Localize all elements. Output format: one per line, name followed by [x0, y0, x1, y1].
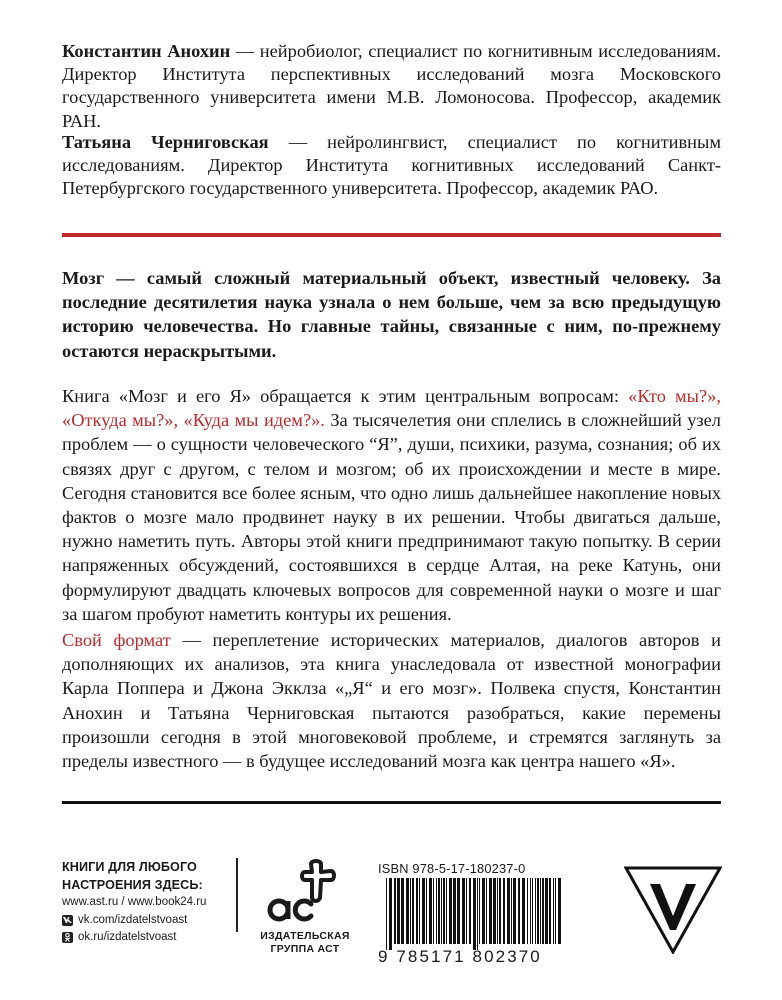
site-links[interactable]: www.ast.ru / www.book24.ru — [62, 896, 207, 908]
isbn-text: ISBN 978-5-17-180237-0 — [378, 861, 526, 876]
barcode-bar — [462, 878, 465, 944]
author-name: Константин Анохин — [62, 41, 231, 61]
vk-link-row[interactable] — [62, 912, 237, 930]
format-text: — переплетение исторических материалов, диалогов авторов и дополняющих их анализов, эта книга унаследовала от известной монографии Карла Поппера и Джона Экклза «„Я“ и его мозг». Полвека спустя, Константин Анохин и Татьяна Черниговская пытаются разобраться, какие перемены произошли сегодня в этой многовековой проблеме, и стремятся заглянуть за пределы известного — в будущее исследований мозга как центра нашего «Я». — [62, 630, 721, 772]
ast-logo-mark — [249, 858, 361, 930]
barcode-bar — [545, 878, 548, 944]
author-name: Татьяна Черниговская — [62, 132, 269, 152]
barcode-bar — [397, 878, 400, 944]
barcode-bar — [553, 878, 554, 944]
key-questions: «Кто мы?», «Откуда мы?», «Куда мы идем?». — [62, 386, 721, 431]
author-bio-anokhin — [62, 40, 721, 133]
barcode-bar — [422, 878, 425, 944]
barcode-bar — [433, 878, 434, 944]
barcode-bar — [457, 878, 460, 944]
black-divider — [62, 801, 721, 804]
format-highlight: Свой формат — [62, 630, 171, 650]
description-paragraph — [62, 384, 721, 626]
barcode-bar — [453, 878, 456, 944]
barcode-bar — [473, 878, 476, 950]
barcode-bar — [518, 878, 520, 944]
barcode-bar — [426, 878, 427, 944]
description-post: За тысячелетия они сплелись в сложнейший узел проблем — о сущности человеческого “Я”, души, психики, разума, сознания; об их связях друг с другом, с телом и мозгом; об их происхождении и месте в мире. Сегодня становится все более ясным, что одно лишь дальнейшее накопление новых фактов о мозге мало продвинет науку в их решении. Чтобы двигаться дальше, нужно наметить путь. Авторы этой книги предпринимают такую попытку. В серии напряженных обсуждений, состоявшихся в сердце Алтая, на реке Катунь, они формулируют двадцать ключевых вопросов для современной науки о мозге и шаг за шагом пробуют наметить контуры их решения. — [62, 410, 722, 624]
barcode-bar — [416, 878, 418, 944]
barcode-bar — [410, 878, 411, 944]
rating-emblem-icon — [624, 866, 722, 954]
barcode-bar — [489, 878, 492, 944]
barcode-bar — [513, 878, 516, 944]
description-pre: Книга «Мозг и его Я» обращается к этим центральным вопросам: — [62, 386, 629, 406]
ok-link-row[interactable] — [62, 929, 237, 947]
logo-caption-line1: ИЗДАТЕЛЬСКАЯ — [260, 930, 350, 942]
barcode-bar — [558, 878, 561, 944]
footer-vertical-divider — [236, 858, 238, 932]
vk-icon — [62, 915, 73, 926]
barcode-bar — [503, 878, 505, 944]
barcode-bar — [499, 878, 501, 944]
author-bio-text: — нейролингвист, специалист по когнитивным исследованиям. Директор Института когнитивных исследований Санкт-Петербургского государственного университета. Профессор, академик РАО. — [62, 132, 721, 199]
barcode-bar — [406, 878, 409, 944]
barcode-bar — [532, 878, 533, 944]
barcode-bar — [466, 878, 467, 944]
barcode-bar — [527, 878, 528, 944]
barcode-bar — [438, 878, 440, 944]
barcode-bar — [449, 878, 452, 944]
barcode-bar — [386, 878, 387, 950]
vk-link[interactable]: vk.com/izdatelstvoast — [78, 913, 188, 926]
lead-paragraph: Мозг — самый сложный материальный объект, известный человеку. За последние десятилетия наука узнала о нем больше, чем за всю предыдущую историю человечества. Но главные тайны, связанные с ним, по-прежнему остаются нераскрытыми. — [62, 268, 721, 361]
barcode-bar — [511, 878, 512, 944]
links-heading-1: КНИГИ ДЛЯ ЛЮБОГО — [62, 860, 197, 874]
barcode-bar — [419, 878, 420, 944]
barcode-bar — [479, 878, 480, 944]
links-heading-2: НАСТРОЕНИЯ ЗДЕСЬ: — [62, 878, 203, 892]
barcode-digits: 9 785171 802370 — [378, 947, 542, 966]
barcode-bar — [429, 878, 432, 944]
barcode — [378, 878, 568, 950]
barcode-bar — [469, 878, 471, 944]
barcode-bar — [535, 878, 536, 944]
barcode-bar — [412, 878, 414, 944]
barcode-bar — [540, 878, 541, 944]
isbn-block — [378, 861, 568, 966]
red-divider — [62, 233, 721, 237]
barcode-bar — [493, 878, 496, 944]
logo-caption-line2: ГРУППА АСТ — [270, 943, 340, 955]
author-bio-chernigovskaya — [62, 131, 721, 201]
barcode-bar — [482, 878, 485, 944]
barcode-bar — [522, 878, 525, 944]
author-bio-text: — нейробиолог, специалист по когнитивным исследованиям. Директор Института перспективных исследований мозга Московского государственного университета имени М.В. Ломоносова. Профессор, академик РАН. — [62, 41, 721, 131]
format-paragraph — [62, 628, 721, 773]
barcode-bar — [394, 878, 396, 944]
barcode-bar — [530, 878, 531, 944]
barcode-bar — [401, 878, 404, 944]
barcode-bar — [389, 878, 392, 950]
barcode-bar — [537, 878, 539, 944]
ast-logo — [249, 858, 361, 958]
barcode-bar — [443, 878, 445, 944]
barcode-bar — [555, 878, 556, 944]
barcode-bar — [497, 878, 498, 944]
barcode-bar — [477, 878, 478, 950]
barcode-bar — [507, 878, 510, 944]
barcode-bar — [436, 878, 437, 944]
barcode-bar — [441, 878, 442, 944]
logo-caption — [249, 930, 361, 956]
barcode-bar — [549, 878, 551, 944]
barcode-bar — [542, 878, 544, 944]
publisher-links — [62, 858, 237, 947]
barcode-bar — [486, 878, 487, 944]
ok-icon — [62, 932, 73, 943]
ok-link[interactable]: ok.ru/izdatelstvoast — [78, 931, 177, 943]
barcode-bar — [446, 878, 447, 944]
